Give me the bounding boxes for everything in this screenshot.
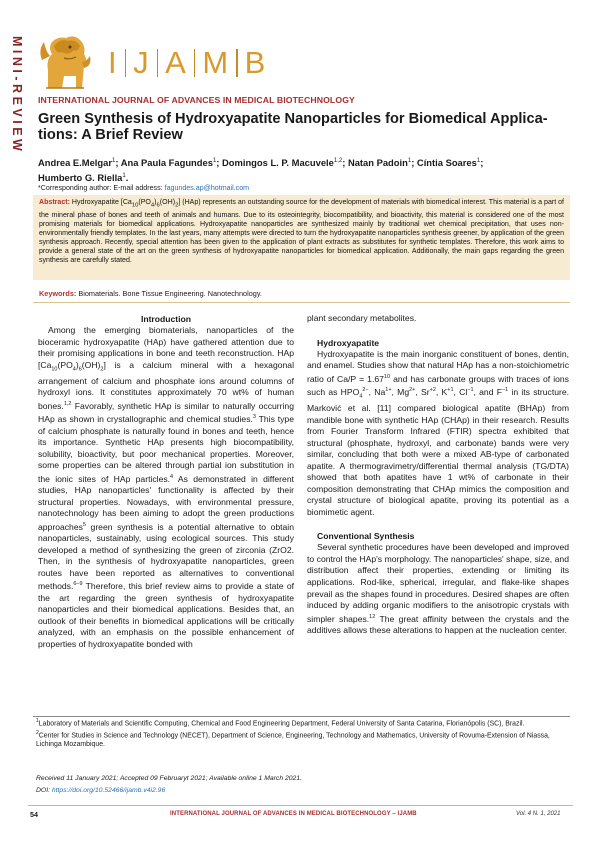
keywords-divider <box>33 302 570 303</box>
text-chunk: in its structure. Marković et al. [11] compared biological apatite (BHAp) from mandible bone with synthetic HAp (CHAp) in their research. Results from Fourier Transform Infrared (FTIR) spectra exhibited that structural (phosphate, hydroxyl, and carbonate) bands were very similar, concluding that both were a mixed AB-type of carbonated apatite. A thermogravimetry/differential thermal analysis (TG/DTA) showed that both apatites have 1 wt% of carbonate in their composition demonstrating that CHAp mimics the composition and crystal structure of biological apatite, proving its potential as a biomimetic agent. <box>307 386 570 517</box>
logo-letter: A <box>165 45 187 80</box>
conventional-synthesis-paragraph <box>307 542 569 636</box>
spacer <box>307 518 569 530</box>
logo-letter: I <box>108 45 118 80</box>
text-chunk: (PO <box>57 359 73 370</box>
email-link[interactable]: fagundes.ap@hotmail.com <box>164 184 250 192</box>
text-sup: +2 <box>429 386 436 393</box>
text-chunk: and has carbonate groups with traces of ions such as HPO <box>307 373 569 397</box>
text-chunk: Hydroxyapatite is the main inorganic constituent of bones, dentin, and enamel. Studies show that natural HAp has a non-stoichiometric ratio of Ca/P = 1.67 <box>307 348 569 384</box>
abstract-label: Abstract: <box>39 199 70 206</box>
lion-logo-icon <box>34 30 94 94</box>
section-type-label: MINI-REVIEW <box>10 36 24 155</box>
abstract-sub: 4 <box>150 202 155 209</box>
logo-separator <box>125 49 127 77</box>
footnote-text: Laboratory of Materials and Scientific Computing, Chemical and Food Engineering Department, Federal University of Santa Catarina, Florianópolis (SC), Brazil. <box>38 720 525 728</box>
footnote-text: Center for Studies in Science and Technology (NECET), Department of Science, Engineering, Technology and Mathematics, University of Rovuma-Extension of Niassa, Lichinga Mozambique. <box>36 731 550 748</box>
keywords-text: Biomaterials. Bone Tissue Engineering. Nanotechnology. <box>78 289 262 298</box>
author-affiliation: 1 <box>111 158 116 164</box>
section-heading-introduction: Introduction <box>140 314 192 324</box>
footer-divider <box>28 805 573 806</box>
footnote-item <box>36 717 570 729</box>
side-tab <box>0 0 28 842</box>
text-chunk: , Cl <box>453 386 468 397</box>
text-chunk: , Mg <box>391 386 410 397</box>
author-name: Cíntia Soares <box>416 157 477 169</box>
keywords-label: Keywords: <box>39 289 77 298</box>
text-sup: 2+ <box>409 386 416 393</box>
text-sub: 4 <box>359 393 363 400</box>
text-chunk: , Sr <box>415 386 430 397</box>
doi-label: DOI: <box>36 787 52 794</box>
author-name: Domingos L. P. Macuvele <box>222 157 334 169</box>
author-list: Andrea E.Melgar$^1$; Ana Paula Fagundes$^1$; Domingos L. P. Macuvele$^{1,2}$; Natan Padoin$^1$; Cíntia Soares$^1$; Humberto G. Riella$^1$. <box>38 157 484 183</box>
text-sup: 2− <box>362 386 369 393</box>
keywords <box>33 287 570 301</box>
citation-ref: 5 <box>82 521 86 528</box>
citation-ref: 1,2 <box>63 400 72 407</box>
affiliation-footnotes <box>36 717 570 749</box>
logo-letter: M <box>202 45 230 80</box>
author-affiliation: 1 <box>476 158 481 164</box>
author-affiliation: 1 <box>407 158 412 164</box>
author-name: Ana Paula Fagundes <box>120 157 213 169</box>
abstract-sub: 2 <box>175 202 179 209</box>
abstract-sub: 6 <box>156 202 160 209</box>
text-chunk: Therefore, this brief review aims to provide a state of the art regarding the green synthesis of hydroxyapatite nanoparticles and their biomedical applications. Besides that, an outlook of their benefits in biomedical applications will be critically analyzed, with an emphasis on the possible enhancement of properties of hydroxyapatite bonded with <box>38 581 294 649</box>
text-chunk: The great affinity between the crystals and the additives allows these alterations to happen at the nucleation center. <box>307 613 570 635</box>
corresponding-label: *Corresponding author: E-mail address: <box>38 184 163 192</box>
article-dates <box>36 773 302 797</box>
text-chunk: Favorably, synthetic HAp is similar to naturally occurring HAp as shown in crystallographic and chemical studies. <box>38 400 294 425</box>
text-sub: 10 <box>51 366 58 373</box>
abstract-chunk: Hydroxyapatite [Ca <box>71 199 132 206</box>
journal-logo-wordmark <box>108 46 266 80</box>
text-sup: 1+ <box>385 386 392 393</box>
text-sup: −1 <box>501 386 509 393</box>
citation-ref: 6–9 <box>73 581 83 588</box>
footer-volume: Vol. 4 N. 1, 2021 <box>516 811 561 817</box>
logo-separator <box>236 49 238 77</box>
body-column-right <box>307 313 569 637</box>
citation-ref: 4 <box>170 473 174 480</box>
citation-ref: 12 <box>369 613 376 620</box>
citation-ref: 3 <box>252 414 256 421</box>
logo-letter: B <box>244 45 267 80</box>
text-sub: 2 <box>100 366 104 373</box>
text-chunk: This type of calcium phosphate is naturally found in bones and teeth, hence its importance. Synthetic HAp presents high biocompatibility, solubility, bioactivity, but poor mechanical properties. Moreover, some properties can be altered through partial ion substitution in the ionic sites of HAp particles. <box>38 414 294 484</box>
abstract-chunk: (PO <box>138 199 151 206</box>
text-chunk: , K <box>435 386 448 397</box>
abstract-chunk: ) <box>154 199 157 206</box>
author-affiliation: 1 <box>212 158 217 164</box>
text-chunk: , and F <box>473 386 502 397</box>
text-sup: −1 <box>467 386 474 393</box>
text-chunk: ] is a calcium mineral with a hexagonal arrangement of calcium and phosphate ions around columns of hydroxyl ions. It constitutes approximately 70 wt% of human bones. <box>38 359 294 411</box>
author-affiliation: 1,2 <box>333 158 343 164</box>
logo-separator <box>157 49 159 77</box>
text-chunk: Among the emerging biomaterials, nanoparticles of the bioceramic hydroxyapatite (HAp) have gathered attention due to their promising applications in bone and teeth reconstruction. HAp [Ca <box>38 325 294 370</box>
corresponding-author <box>38 184 249 192</box>
text-chunk: green synthesis is a potential alternative to obtain nanoparticles, sustainably, using ecological sources. This study developed a method of synthesizing the green of zirconia (ZrO2. Then, in the synthesis of hydroxyapatite nanoparticles, green routes have been reported as alternatives to conventional methods. <box>38 521 294 592</box>
footnote-marker: 2 <box>36 729 39 736</box>
section-heading-hydroxyapatite: Hydroxyapatite <box>317 337 380 348</box>
abstract-chunk: ] (HAp) represents an outstanding source for the development of materials with biomedical interest. This material is a part of the mineral phase of bones and teeth of animals and humans. Due to its osteointegrity, biocompatibility, and bioactivity, this material is considered one of the most promising materials for biomedical applications. Hydroxyapatite nanoparticles are synthesized mainly by traditional wet chemical precipitation, that uses non-environmentally friendly templates. In the last years, many attempts were directed to turn the hydroxyapatite nanoparticles synthesis greener, by application of the green synthesis approach. Recently, special attention has been given to the application of plant extracts as substitutes for synthetic templates. Therefore, this work aims to provide a general state of the art on the green synthesis of hydroxyapatite nanoparticles for biomedical application. Additionally, the main gaps regarding the green synthesis are carefully stated. <box>39 199 565 265</box>
abstract-box <box>33 195 570 280</box>
citation-ref: 10 <box>383 373 391 380</box>
abstract-text <box>39 198 564 266</box>
received-dates: Received 11 January 2021; Accepted 09 Februaryt 2021; Available online 1 March 2021. <box>36 775 303 782</box>
body-column-left <box>38 313 294 650</box>
abstract-chunk: (OH) <box>159 199 176 206</box>
text-chunk: ) <box>75 359 79 370</box>
footnote-item <box>36 729 570 750</box>
section-heading-conventional-synthesis: Conventional Synthesis <box>317 531 415 542</box>
introduction-paragraph <box>38 325 294 650</box>
author-name: Natan Padoin <box>347 157 408 169</box>
text-sup: +1 <box>447 386 454 393</box>
logo-letter: J <box>133 45 150 80</box>
logo-separator <box>194 49 196 77</box>
spacer <box>307 325 569 337</box>
doi-line <box>36 785 302 797</box>
text-chunk: (OH) <box>81 359 101 370</box>
text-sub: 6 <box>78 366 82 373</box>
abstract-sub: 10 <box>131 202 139 209</box>
text-chunk: Several synthetic procedures have been developed and improved to control the HAp's morphology. The nanoparticles' shape, size, and distribution affect their properties, extending or limiting its applications. Rod-like, spherical, irregular, and flake-like shapes prevail as the shapes found in procedures. Desired shapes are often induced by adding organic modifiers to the anisotropic crystals with simpler shapes. <box>307 542 569 624</box>
footnote-marker: 1 <box>36 718 39 724</box>
introduction-continuation: plant secondary metabolites. <box>307 313 417 323</box>
page-number: 54 <box>30 810 38 819</box>
hydroxyapatite-paragraph <box>307 349 569 519</box>
article-title: Green Synthesis of Hydroxyapatite Nanoparticles for Biomedical Applica-tions: A Brief Review <box>38 111 548 143</box>
text-sub: 4 <box>72 366 76 373</box>
author-name: Humberto G. Riella <box>38 171 123 183</box>
text-chunk: , Na <box>368 386 386 397</box>
doi-link[interactable]: https://doi.org/10.52466/ijamb.v4i2.96 <box>51 787 166 794</box>
text-chunk: As demonstrated in different studies, HAp nanoparticles' functionality is affected by their structural properties. Nowadays, with environmental pressure, nanotechnology has been aiming to adopt the green productions approaches <box>38 473 294 532</box>
journal-name: INTERNATIONAL JOURNAL OF ADVANCES IN MEDICAL BIOTECHNOLOGY <box>38 95 355 105</box>
author-affiliation: 1 <box>122 172 126 179</box>
footer-journal-name: INTERNATIONAL JOURNAL OF ADVANCES IN MEDICAL BIOTECHNOLOGY – IJAMB <box>170 811 417 817</box>
author-name: Andrea E.Melgar <box>38 157 112 169</box>
